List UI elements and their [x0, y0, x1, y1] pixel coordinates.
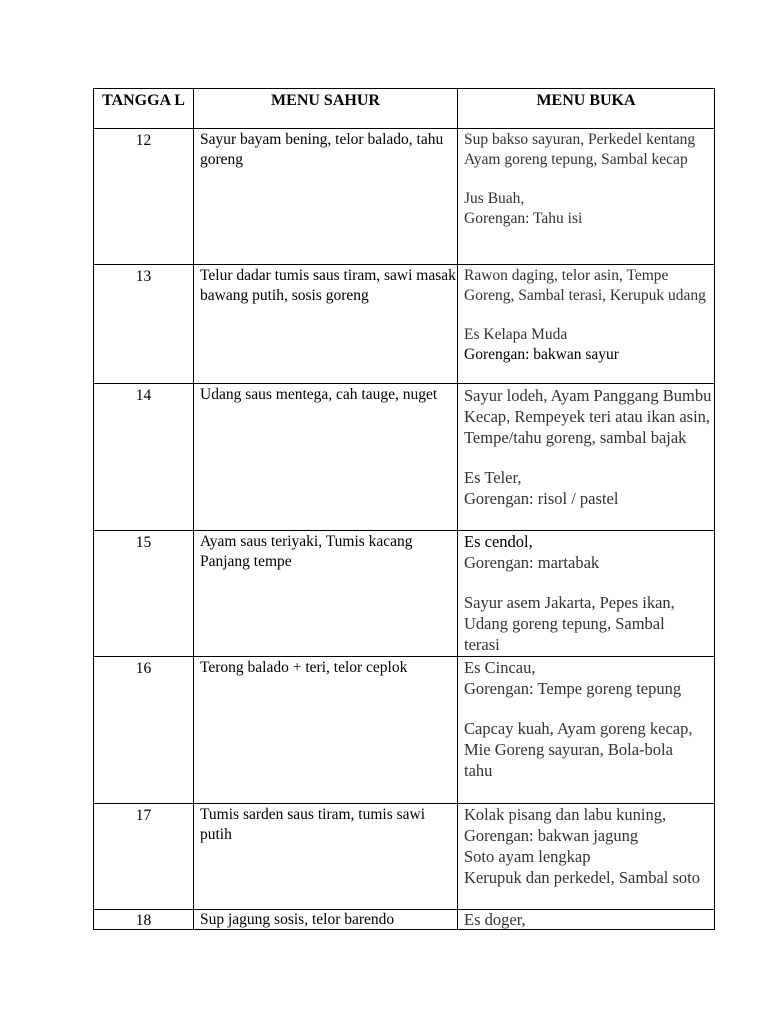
row-divider [93, 264, 715, 265]
buka-line: Es doger, [464, 910, 526, 929]
buka-line: Capcay kuah, Ayam goreng kecap, Mie Goreng sayuran, Bola-bola tahu [464, 719, 693, 780]
row-15-tanggal: 15 [135, 534, 152, 551]
row-divider [93, 383, 715, 384]
blank-line [464, 573, 698, 592]
header-menu-buka: MENU BUKA [536, 92, 636, 109]
blank-line [464, 699, 698, 718]
buka-line: Sayur asem Jakarta, Pepes ikan, Udang goreng tepung, Sambal terasi [464, 593, 675, 654]
buka-line: Gorengan: bakwan sayur [464, 346, 619, 363]
blank-line [464, 170, 714, 189]
row-14-sahur: Udang saus mentega, cah tauge, nuget [200, 386, 438, 403]
row-15-buka [458, 531, 698, 655]
buka-line: Es Teler, [464, 468, 522, 487]
buka-line: Ayam goreng tepung, Sambal kecap [464, 151, 688, 168]
buka-line: Es Kelapa Muda [464, 326, 568, 343]
row-divider [93, 128, 715, 129]
row-17-buka [458, 804, 714, 888]
header-tanggal-text: TANGGA L [102, 92, 185, 109]
buka-line: Kolak pisang dan labu kuning, [464, 805, 667, 824]
row-18-sahur: Sup jagung sosis, telor barendo [200, 911, 395, 928]
row-16-buka [458, 657, 698, 781]
buka-line: Soto ayam lengkap [464, 847, 591, 866]
buka-line: Kerupuk dan perkedel, Sambal soto [464, 868, 700, 887]
row-12-sahur: Sayur bayam bening, telor balado, tahu goreng [200, 131, 444, 168]
buka-line: Gorengan: risol / pastel [464, 489, 619, 508]
table-border-top [93, 88, 715, 89]
buka-line: Rawon daging, telor asin, Tempe Goreng, Sambal terasi, Kerupuk udang [464, 267, 706, 304]
row-17-tanggal: 17 [135, 807, 152, 824]
row-18-buka [458, 909, 714, 930]
buka-line: Sup bakso sayuran, Perkedel kentang [464, 131, 696, 148]
row-15-sahur: Ayam saus teriyaki, Tumis kacang Panjang tempe [200, 533, 413, 570]
row-14-tanggal: 14 [135, 387, 152, 404]
blank-line [464, 448, 714, 467]
row-16-sahur: Terong balado + teri, telor ceplok [200, 659, 408, 676]
buka-line: Jus Buah, [464, 190, 525, 207]
buka-line: Sayur lodeh, Ayam Panggang Bumbu Kecap, Rempeyek teri atau ikan asin, Tempe/tahu goreng, sambal bajak [464, 386, 712, 447]
row-13-buka [458, 266, 708, 365]
buka-line: Gorengan: martabak [464, 553, 600, 572]
row-18-tanggal: 18 [135, 912, 152, 929]
buka-line: Gorengan: bakwan jagung [464, 826, 639, 845]
row-12-buka [458, 130, 714, 229]
buka-line: Es cendol, [464, 532, 533, 551]
row-13-tanggal: 13 [135, 268, 152, 285]
buka-line: Gorengan: Tahu isi [464, 210, 583, 227]
blank-line [464, 306, 708, 325]
row-16-tanggal: 16 [135, 660, 152, 677]
buka-line: Gorengan: Tempe goreng tepung [464, 679, 682, 698]
buka-line: Es Cincau, [464, 658, 536, 677]
row-12-tanggal: 12 [135, 132, 152, 149]
row-13-sahur: Telur dadar tumis saus tiram, sawi masak bawang putih, sosis goreng [200, 267, 456, 304]
header-menu-sahur: MENU SAHUR [271, 92, 380, 109]
header-tanggal [94, 91, 193, 110]
row-17-sahur: Tumis sarden saus tiram, tumis sawi putih [200, 806, 426, 843]
row-14-buka [458, 385, 714, 509]
